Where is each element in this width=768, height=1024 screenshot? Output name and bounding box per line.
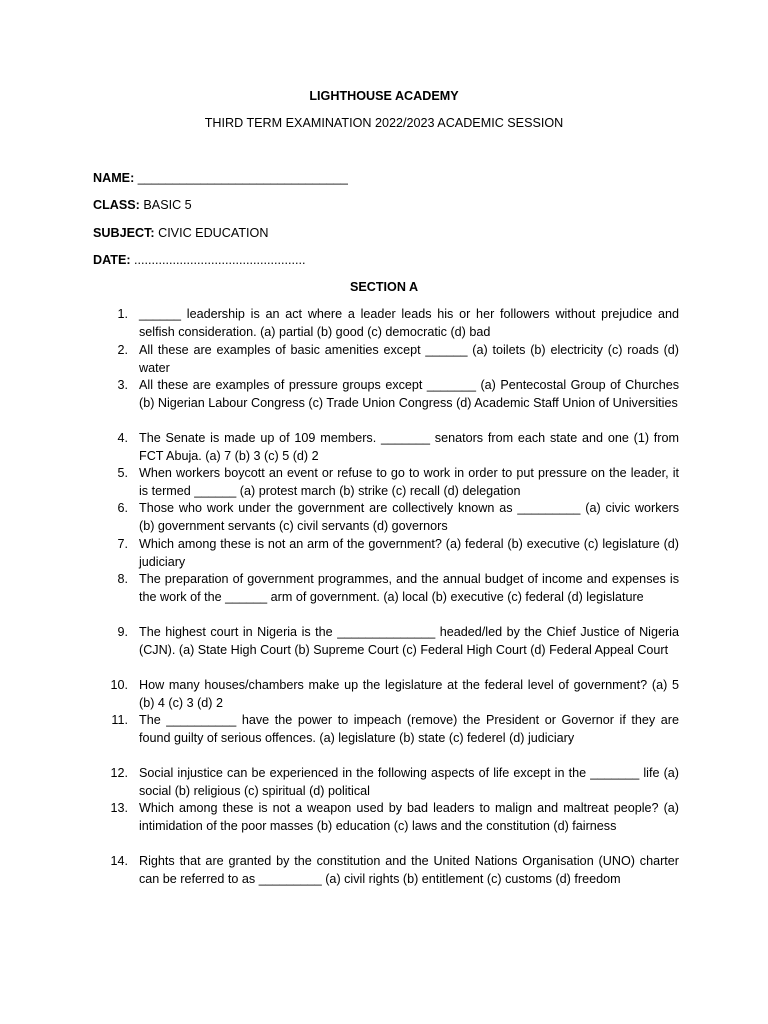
- question-text: The __________ have the power to impeach (remove) the President or Governor if they are found guilty of serious offences. (a) legislature (b) state (c) federel (d) judiciary: [139, 713, 679, 745]
- question-text: When workers boycott an event or refuse to go to work in order to put pressure on the leader, it is termed ______ (a) protest march (b) strike (c) recall (d) delegation: [139, 466, 679, 498]
- exam-title: THIRD TERM EXAMINATION 2022/2023 ACADEMIC SESSION: [204, 116, 564, 130]
- question-text: Social injustice can be experienced in the following aspects of life except in the _______ life (a) social (b) religious (c) spiritual (d) political: [139, 766, 679, 798]
- question-text: Which among these is not a weapon used by bad leaders to malign and maltreat people? (a) intimidation of the poor masses (b) education (c) laws and the constitution (d) fairness: [139, 801, 679, 833]
- question-number: 12.: [110, 766, 128, 780]
- question-number: 1.: [117, 307, 128, 321]
- name-field: [93, 170, 348, 187]
- question-text: Which among these is not an arm of the government? (a) federal (b) executive (c) legislature (d) judiciary: [139, 537, 679, 569]
- question-text: Those who work under the government are collectively known as _________ (a) civic workers (b) government servants (c) civil servants (d) governors: [139, 501, 679, 533]
- question-number: 11.: [111, 713, 128, 727]
- section-title: SECTION A: [349, 280, 419, 294]
- question-text: All these are examples of basic amenities except ______ (a) toilets (b) electricity (c) roads (d) water: [139, 343, 679, 375]
- class-value: BASIC 5: [139, 198, 192, 212]
- question-number: 14.: [110, 854, 128, 868]
- question-text: All these are examples of pressure groups except _______ (a) Pentecostal Group of Churches (b) Nigerian Labour Congress (c) Trade Union Congress (d) Academic Staff Union of Universities: [139, 378, 679, 410]
- date-label: DATE:: [93, 253, 131, 267]
- question-text: Rights that are granted by the constitution and the United Nations Organisation (UNO) charter can be referred to as _________ (a) civil rights (b) entitlement (c) customs (d) freedom: [139, 854, 679, 886]
- question-number: 8.: [117, 572, 128, 586]
- question-number: 9.: [117, 625, 128, 639]
- subject-value: CIVIC EDUCATION: [154, 226, 269, 240]
- question-number: 3.: [117, 378, 128, 392]
- subject-label: SUBJECT:: [93, 226, 155, 240]
- question-text: ______ leadership is an act where a leader leads his or her followers without prejudice and selfish consideration. (a) partial (b) good (c) democratic (d) bad: [139, 307, 679, 339]
- question-number: 2.: [117, 343, 128, 357]
- class-field: [93, 197, 192, 214]
- question-text: The preparation of government programmes, and the annual budget of income and expenses is the work of the ______ arm of government. (a) local (b) executive (c) federal (d) legislature: [139, 572, 679, 604]
- question-text: How many houses/chambers make up the legislature at the federal level of government? (a) 5 (b) 4 (c) 3 (d) 2: [139, 678, 679, 710]
- class-label: CLASS:: [93, 198, 140, 212]
- name-value: ______________________________: [134, 171, 348, 185]
- name-label: NAME:: [93, 171, 135, 185]
- question-number: 4.: [117, 431, 128, 445]
- question-number: 13.: [110, 801, 128, 815]
- question-number: 10.: [110, 678, 128, 692]
- question-number: 5.: [117, 466, 128, 480]
- date-value: .................................................: [130, 253, 306, 267]
- subject-field: [93, 225, 268, 242]
- question-text: The Senate is made up of 109 members. _______ senators from each state and one (1) from FCT Abuja. (a) 7 (b) 3 (c) 5 (d) 2: [139, 431, 679, 463]
- question-text: The highest court in Nigeria is the ______________ headed/led by the Chief Justice of Nigeria (CJN). (a) State High Court (b) Supreme Court (c) Federal High Court (d) Federal Appeal Court: [139, 625, 679, 657]
- question-number: 7.: [117, 537, 128, 551]
- question-number: 6.: [117, 501, 128, 515]
- school-name: LIGHTHOUSE ACADEMY: [309, 89, 459, 103]
- date-field: [93, 252, 306, 269]
